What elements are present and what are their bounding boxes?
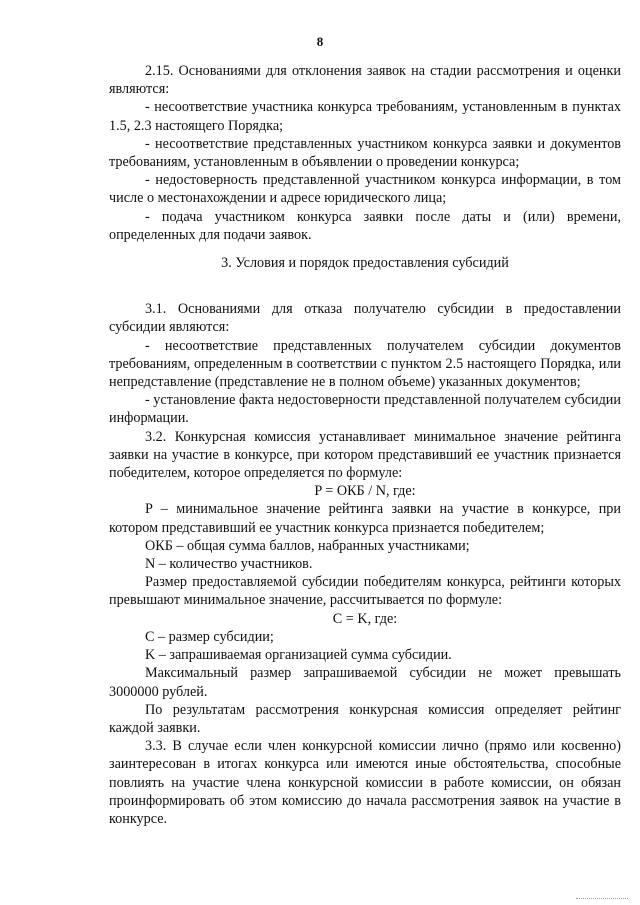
paragraph-3-3: 3.3. В случае если член конкурсной комиссии лично (прямо или косвенно) заинтересован в итогах конкурса или имеются иные обстоятельства, способные повлиять на участие члена конкурсной комиссии в работе комиссии, он обязан проинформировать об этом комиссию до начала рассмотрения заявок на участие в конкурсе. (109, 738, 621, 827)
definition-okb: ОКБ – общая сумма баллов, набранных участниками; (145, 537, 470, 554)
list-item-unreliable-recipient-info: - установление факта недостоверности представленной получателем субсидии информации. (109, 392, 621, 427)
page-number: 8 (316, 34, 324, 49)
list-item-documents-requirements: - несоответствие представленных получателем субсидии документов требованиям, определенным в соответствии с пунктом 2.5 настоящего Порядка, или непредставление (представление не в полном объеме) указанных документов; (109, 337, 621, 391)
formula-subsidy: C = K, где: (332, 610, 398, 627)
paragraph-2-15: 2.15. Основаниями для отклонения заявок на стадии рассмотрения и оценки являются: (109, 63, 621, 98)
paragraph-max-subsidy: Максимальный размер запрашиваемой субсидии не может превышать 3000000 рублей. (109, 665, 621, 700)
paragraph-3-2: 3.2. Конкурсная комиссия устанавливает минимальное значение рейтинга заявки на участие в конкурсе, при котором представивший ее участник признается победителем, которое определяется по формуле: (109, 428, 621, 482)
definition-p: P – минимальное значение рейтинга заявки на участие в конкурсе, при котором представивший ее участник конкурса признается победителем; (109, 501, 621, 536)
list-item-late-submission: - подача участником конкурса заявки после даты и (или) времени, определенных для подачи заявок. (109, 208, 621, 243)
formula-rating: P = ОКБ / N, где: (314, 483, 416, 500)
scan-footer-mark (576, 893, 628, 899)
list-item-unreliable-info: - недостоверность представленной участником конкурса информации, в том числе о местонахождении и адресе юридического лица; (109, 172, 621, 207)
paragraph-rating-result: По результатам рассмотрения конкурсная комиссия определяет рейтинг каждой заявки. (109, 701, 621, 736)
definition-c: C – размер субсидии; (145, 628, 274, 645)
paragraph-3-1: 3.1. Основаниями для отказа получателю субсидии в предоставлении субсидии являются: (109, 301, 621, 336)
list-item-documents-mismatch: - несоответствие представленных участником конкурса заявки и документов требованиям, установленным в объявлении о проведении конкурса; (109, 135, 621, 171)
definition-k: K – запрашиваемая организацией сумма субсидии. (145, 647, 452, 664)
list-item-participant-mismatch: - несоответствие участника конкурса требованиям, установленным в пунктах 1.5, 2.3 настоящего Порядка; (109, 99, 621, 134)
definition-n: N – количество участников. (145, 556, 313, 573)
document-body (109, 62, 621, 828)
paragraph-subsidy-size: Размер предоставляемой субсидии победителям конкурса, рейтинги которых превышают минимальное значение, рассчитывается по формуле: (109, 574, 621, 609)
section-heading-3: 3. Условия и порядок предоставления субсидий (221, 255, 509, 272)
